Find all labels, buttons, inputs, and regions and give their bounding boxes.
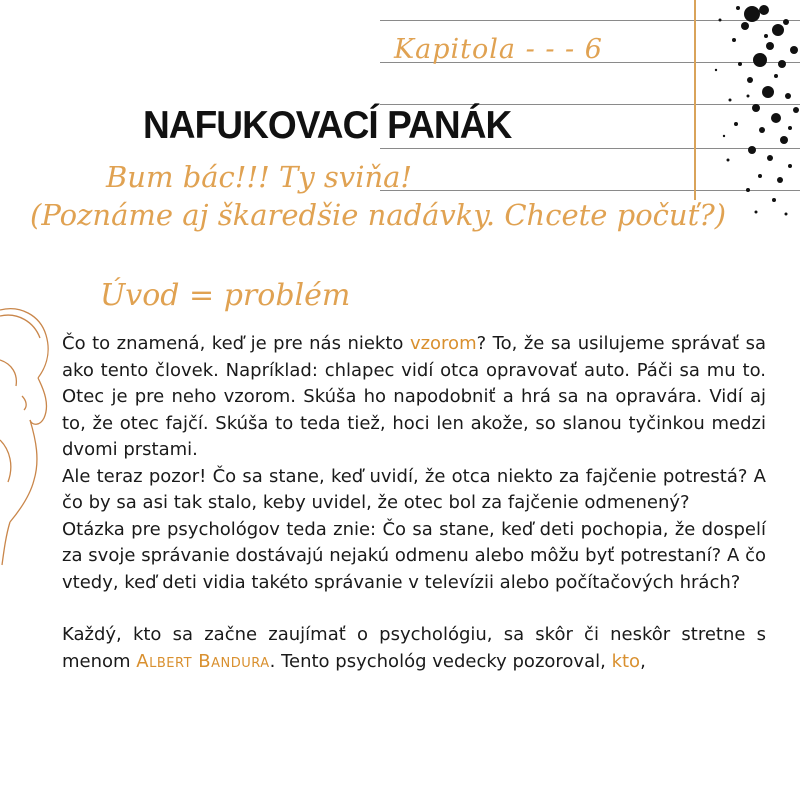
section-heading: Úvod = problém xyxy=(100,278,351,313)
subtitle-line-2: (Poznáme aj škaredšie nadávky. Chcete počuť?) xyxy=(30,198,727,232)
subtitle-line-1: Bum bác!!! Ty sviňa! xyxy=(106,160,413,194)
p1-text-b: ? To, že sa usilujeme správať sa ako tento človek. Napríklad: chlapec vidí otca opravovať auto. Páči sa mu to. Otec je pre neho vzorom. Skúša ho napodobniť a hrá sa na opravára. Vidí aj to, že otec fajčí. Skúša to teda tiež, hoci len akože, so slanou tyčinkou medzi dvomi prstami. xyxy=(62,333,766,460)
paragraph-2: Ale teraz pozor! Čo sa stane, keď uvidí, že otca niekto za fajčenie potrestá? A čo by sa asi tak stalo, keby uvidel, že otec bol za fajčenie odmenený? xyxy=(62,465,766,513)
highlight-vzorom: vzorom xyxy=(409,333,477,354)
p4-text-a: Každý, kto sa začne zaujímať o psychológiu, sa skôr či neskôr stretne s menom xyxy=(62,624,766,672)
face-sketch-icon xyxy=(0,300,60,580)
page-title: NAFUKOVACÍ PANÁK xyxy=(143,104,512,147)
p1-text-a: Čo to znamená, keď je pre nás niekto xyxy=(62,333,410,354)
p4-text-c: , xyxy=(640,650,646,672)
highlight-name: Albert Bandura xyxy=(136,650,270,672)
body-text xyxy=(62,331,766,675)
paragraph-1 xyxy=(62,331,766,464)
paragraph-3: Otázka pre psychológov teda znie: Čo sa stane, keď deti pochopia, že dospelí za svoje správanie dostávajú nejakú odmenu alebo môžu byť potrestaní? A čo vtedy, keď deti vidia takéto správanie v televízii alebo počítačových hrách? xyxy=(62,518,766,593)
paragraph-4 xyxy=(62,622,766,675)
chapter-label: Kapitola - - - 6 xyxy=(394,34,603,65)
highlight-kto: kto xyxy=(611,650,641,672)
p4-text-b: . Tento psychológ vedecky pozoroval, xyxy=(269,650,612,672)
